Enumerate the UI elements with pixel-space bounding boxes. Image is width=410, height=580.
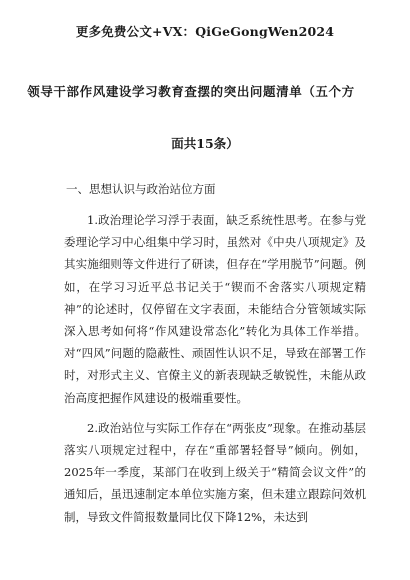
document-title-line-2: 面共15条） — [171, 136, 239, 151]
document-title-line-1: 领导干部作风建设学习教育查摆的突出问题清单（五个方 — [27, 84, 355, 99]
paragraph-2: 2.政治站位与实际工作存在“两张皮”现象。在推动基层落实八项规定过程中，存在“重部署轻督导”倾向。例如，2025年一季度，某部门在收到上级关于“精简会议文件”的通知后，虽迅速制定本单位实施方案，但未建立跟踪问效机制，导致文件简报数量同比仅下降12%，未达到 — [64, 420, 366, 524]
paragraph-1: 1.政治理论学习浮于表面，缺乏系统性思考。在参与党委理论学习中心组集中学习时，虽然对《中央八项规定》及其实施细则等文件进行了研读，但存在“学用脱节”问题。例如，在学习习近平总书记关于“锲而不舍落实八项规定精神”的论述时，仅停留在文字表面，未能结合分管领域实际深入思考如何将“作风建设常态化”转化为具体工作举措。对“四风”问题的隐蔽性、顽固性认识不足，导致在部署工作时，对形式主义、官僚主义的新表现缺乏敏锐性，未能从政治高度把握作风建设的极端重要性。 — [64, 213, 366, 405]
section-heading: 一、思想认识与政治站位方面 — [66, 182, 216, 196]
watermark-text: 更多免费公文+VX：QiGeGongWen2024 — [75, 24, 335, 39]
